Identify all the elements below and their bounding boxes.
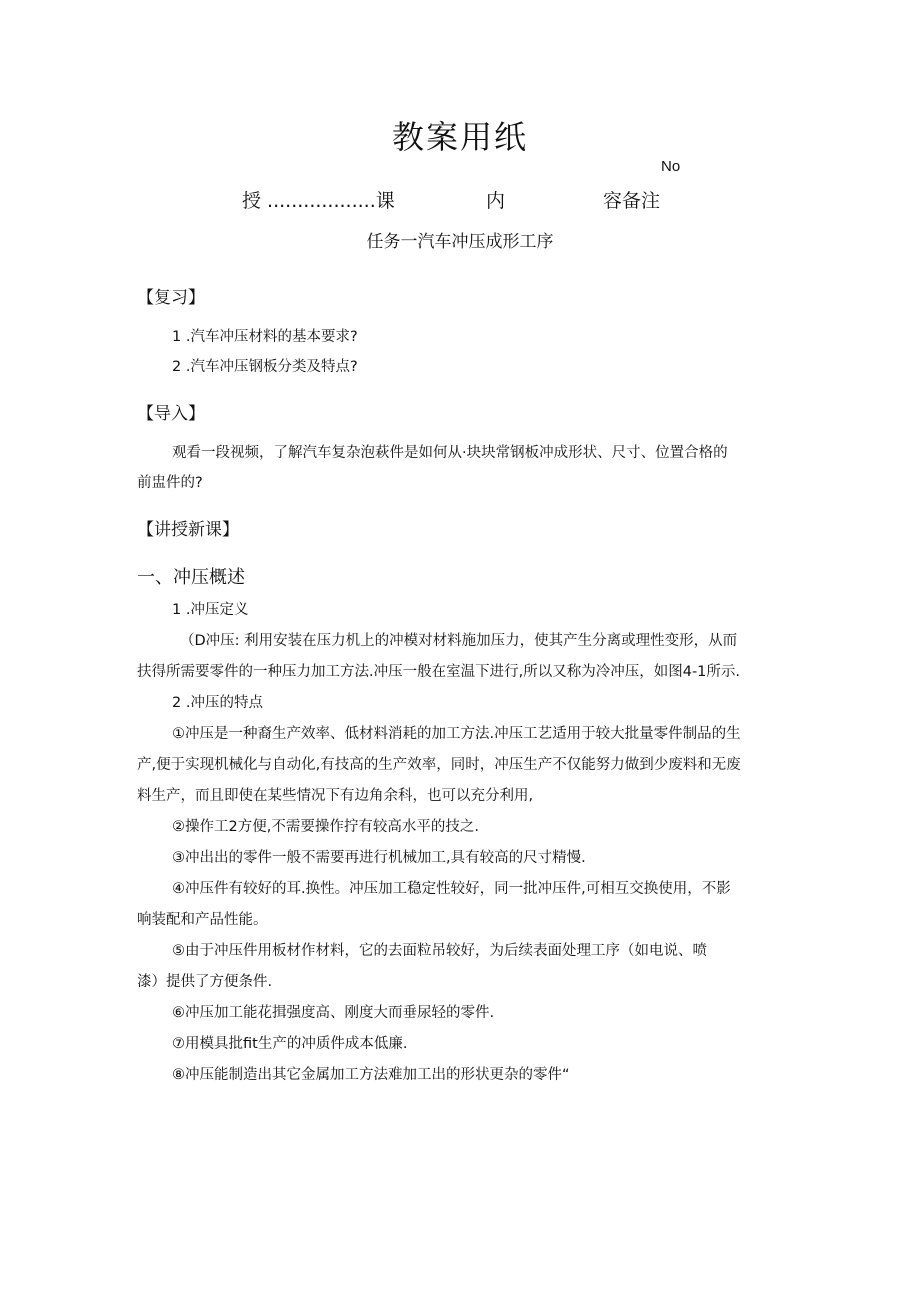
definition-line: （D冲压: 利用安装在压力机上的冲模对材料施加压力，使其产生分离或理性变形，从而	[180, 633, 738, 649]
feature-line: ②操作工2方便,不需要操作拧有较高水平的技之.	[172, 819, 479, 835]
feature-line: ③冲出出的零件一般不需要再进行机械加工,具有较高的尺寸精慢.	[172, 850, 586, 866]
feature-line: ⑥冲压加工能花揖强度高、刚度大而垂尿轻的零件.	[172, 1005, 495, 1021]
feature-line: ⑦用模具批fit生产的冲质件成本低廉.	[172, 1036, 408, 1052]
lecture-heading: 【讲授新课】	[137, 520, 239, 540]
feature-line: 响装配和产品性能。	[137, 912, 268, 928]
features-title: 2 .冲压的特点	[172, 695, 263, 711]
feature-line: 产,便于实现机械化与自动化,有技高的生产效率，同时，冲压生产不仅能努力做到少废料和无废	[137, 757, 741, 773]
intro-line: 观看一段视频，了解汽车复杂泡萩件是如何从·块块常钢板冲成形状、尺寸、位置合格的	[172, 445, 728, 461]
feature-line: 料生产，而且即使在某些情况下有边角余科，也可以充分利用,	[137, 788, 534, 804]
header-content-label: 内	[486, 190, 506, 212]
review-item: 1 .汽车冲压材料的基本要求?	[172, 329, 358, 345]
document-title: 教案用纸	[391, 118, 528, 156]
task-title: 任务一汽车冲压成形工序	[366, 232, 554, 252]
review-item: 2 .汽车冲压钢板分类及特点?	[172, 359, 358, 375]
review-heading: 【复习】	[137, 288, 205, 308]
number-label: No	[661, 158, 681, 175]
intro-line: 前盅件的?	[137, 475, 203, 491]
feature-line: ④冲压件有较好的耳.换性。冲压加工稳定性较好，同一批冲压件,可相互交换使用，不影	[172, 881, 731, 897]
definition-line: 扶得所需要零件的一种压力加工方法.冲压一般在室温下进行,所以又称为冷冲压，如图4-1所示.	[137, 664, 741, 680]
header-notes-label: 容备注	[603, 190, 661, 212]
feature-line: 漆）提供了方便条件.	[137, 974, 273, 990]
definition-title: 1 .冲压定义	[172, 602, 249, 618]
section-heading: 一、冲压概述	[137, 567, 245, 588]
intro-heading: 【导入】	[137, 404, 205, 424]
feature-line: ①冲压是一种裔生产效率、低材料消耗的加工方法.冲压工艺适用于较大批量零件制品的生	[172, 726, 741, 742]
header-teaching-label: 授 ..................课	[242, 190, 395, 212]
feature-line: ⑤由于冲压件用板材作材料，它的去面粒吊较好，为后续表面处理工序（如电说、喷	[172, 943, 707, 959]
feature-line: ⑧冲压能制造出其它金属加工方法难加工出的形状更杂的零件“	[172, 1067, 570, 1083]
